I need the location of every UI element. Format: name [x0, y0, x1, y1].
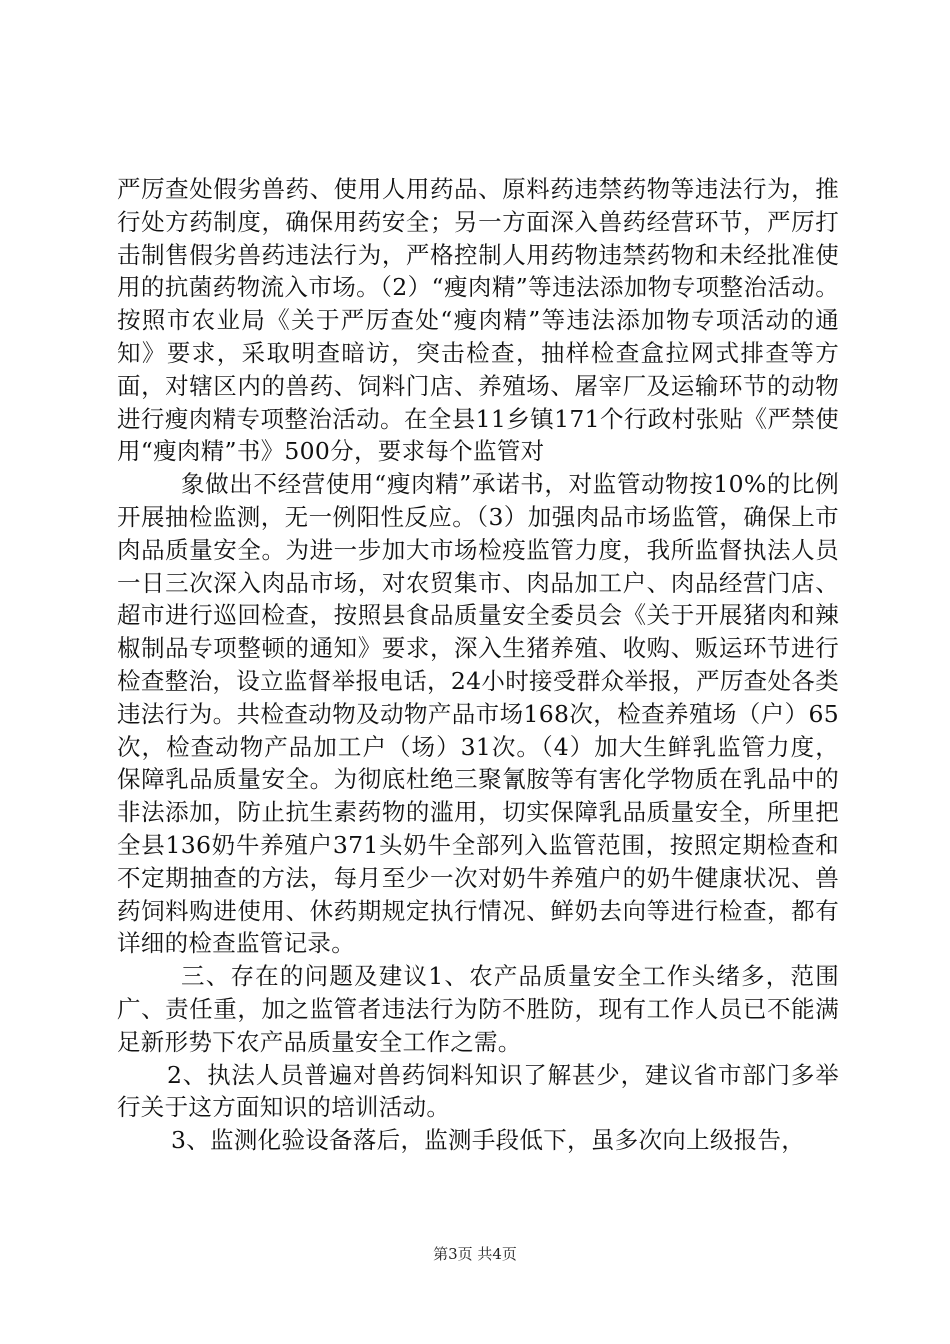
paragraph-3: 三、存在的问题及建议1、农产品质量安全工作头绪多，范围广、责任重，加之监管者违法行为防不胜防，现有工作人员已不能满足新形势下农产品质量安全工作之需。: [117, 962, 839, 1056]
document-body: [117, 173, 839, 1157]
paragraph-2: 象做出不经营使用“瘦肉精”承诺书，对监管动物按10%的比例开展抽检监测，无一例阳性反应。（3）加强肉品市场监管，确保上市肉品质量安全。为进一步加大市场检疫监管力度，我所监督执法人员一日三次深入肉品市场，对农贸集市、肉品加工户、肉品经营门店、超市进行巡回检查，按照县食品质量安全委员会《关于开展猪肉和辣椒制品专项整顿的通知》要求，深入生猪养殖、收购、贩运环节进行检查整治，设立监督举报电话，24小时接受群众举报，严厉查处各类违法行为。共检查动物及动物产品市场168次，检查养殖场（户）65次，检查动物产品加工户（场）31次。（4）加大生鲜乳监管力度，保障乳品质量安全。为彻底杜绝三聚氰胺等有害化学物质在乳品中的非法添加，防止抗生素药物的滥用，切实保障乳品质量安全，所里把全县136奶牛养殖户371头奶牛全部列入监管范围，按照定期检查和不定期抽查的方法，每月至少一次对奶牛养殖户的奶牛健康状况、兽药饲料购进使用、休药期规定执行情况、鲜奶去向等进行检查，都有详细的检查监管记录。: [117, 470, 839, 958]
page-number-footer: 第3页 共4页: [433, 1245, 517, 1263]
paragraph-1: 严厉查处假劣兽药、使用人用药品、原料药违禁药物等违法行为，推行处方药制度，确保用药安全；另一方面深入兽药经营环节，严厉打击制售假劣兽药违法行为，严格控制人用药物违禁药物和未经批准使用的抗菌药物流入市场。（2）“瘦肉精”等违法添加物专项整治活动。按照市农业局《关于严厉查处“瘦肉精”等违法添加物专项活动的通知》要求，采取明查暗访，突击检查，抽样检查盒拉网式排查等方面，对辖区内的兽药、饲料门店、养殖场、屠宰厂及运输环节的动物进行瘦肉精专项整治活动。在全县11乡镇171个行政村张贴《严禁使用“瘦肉精”书》500分，要求每个监管对: [117, 175, 839, 466]
paragraph-4: 2、执法人员普遍对兽药饲料知识了解甚少，建议省市部门多举行关于这方面知识的培训活动。: [117, 1060, 839, 1122]
paragraph-5: 3、监测化验设备落后，监测手段低下，虽多次向上级报告，: [171, 1126, 806, 1155]
